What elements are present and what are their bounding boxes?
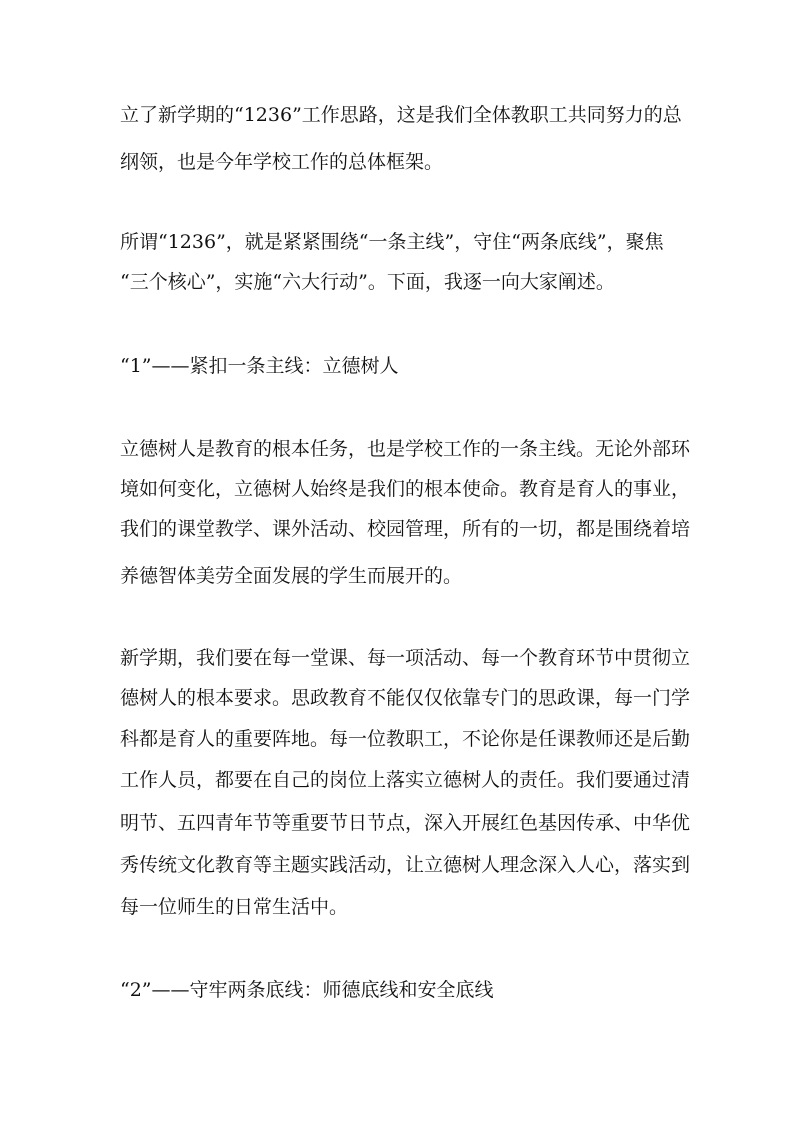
- paragraph-4-line-5: 明节、五四青年节等重要节日节点，深入开展红色基因传承、中华优: [120, 812, 691, 834]
- paragraph-4-line-4: 工作人员，都要在自己的岗位上落实立德树人的责任。我们要通过清: [120, 769, 691, 791]
- paragraph-3-line-3: 我们的课堂教学、课外活动、校园管理，所有的一切，都是围绕着培: [120, 518, 691, 540]
- paragraph-4-line-3: 科都是育人的重要阵地。每一位教职工，不论你是任课教师还是后勤: [120, 728, 691, 750]
- paragraph-2-line-1: 所谓“1236”，就是紧紧围绕“一条主线”，守住“两条底线”，聚焦: [120, 231, 664, 253]
- paragraph-3-line-2: 境如何变化，立德树人始终是我们的根本使命。教育是育人的事业，: [120, 478, 691, 500]
- paragraph-3-line-4: 养德智体美劳全面发展的学生而展开的。: [120, 565, 463, 587]
- paragraph-4-line-2: 德树人的根本要求。思政教育不能仅仅依靠专门的思政课，每一门学: [120, 687, 691, 709]
- paragraph-1-line-2: 纲领，也是今年学校工作的总体框架。: [120, 151, 444, 173]
- paragraph-1-line-1: 立了新学期的“1236”工作思路，这是我们全体教职工共同努力的总: [120, 104, 682, 126]
- section-heading-2: “2”——守牢两条底线：师德底线和安全底线: [120, 979, 494, 1001]
- paragraph-3-line-1: 立德树人是教育的根本任务，也是学校工作的一条主线。无论外部环: [120, 438, 691, 460]
- paragraph-4-line-6: 秀传统文化教育等主题实践活动，让立德树人理念深入人心，落实到: [120, 854, 691, 876]
- section-heading-1: “1”——紧扣一条主线：立德树人: [120, 355, 399, 377]
- paragraph-4-line-7: 每一位师生的日常生活中。: [120, 896, 349, 918]
- paragraph-2-line-2: “三个核心”，实施“六大行动”。下面，我逐一向大家阐述。: [120, 271, 615, 293]
- paragraph-4-line-1: 新学期，我们要在每一堂课、每一项活动、每一个教育环节中贯彻立: [120, 647, 691, 669]
